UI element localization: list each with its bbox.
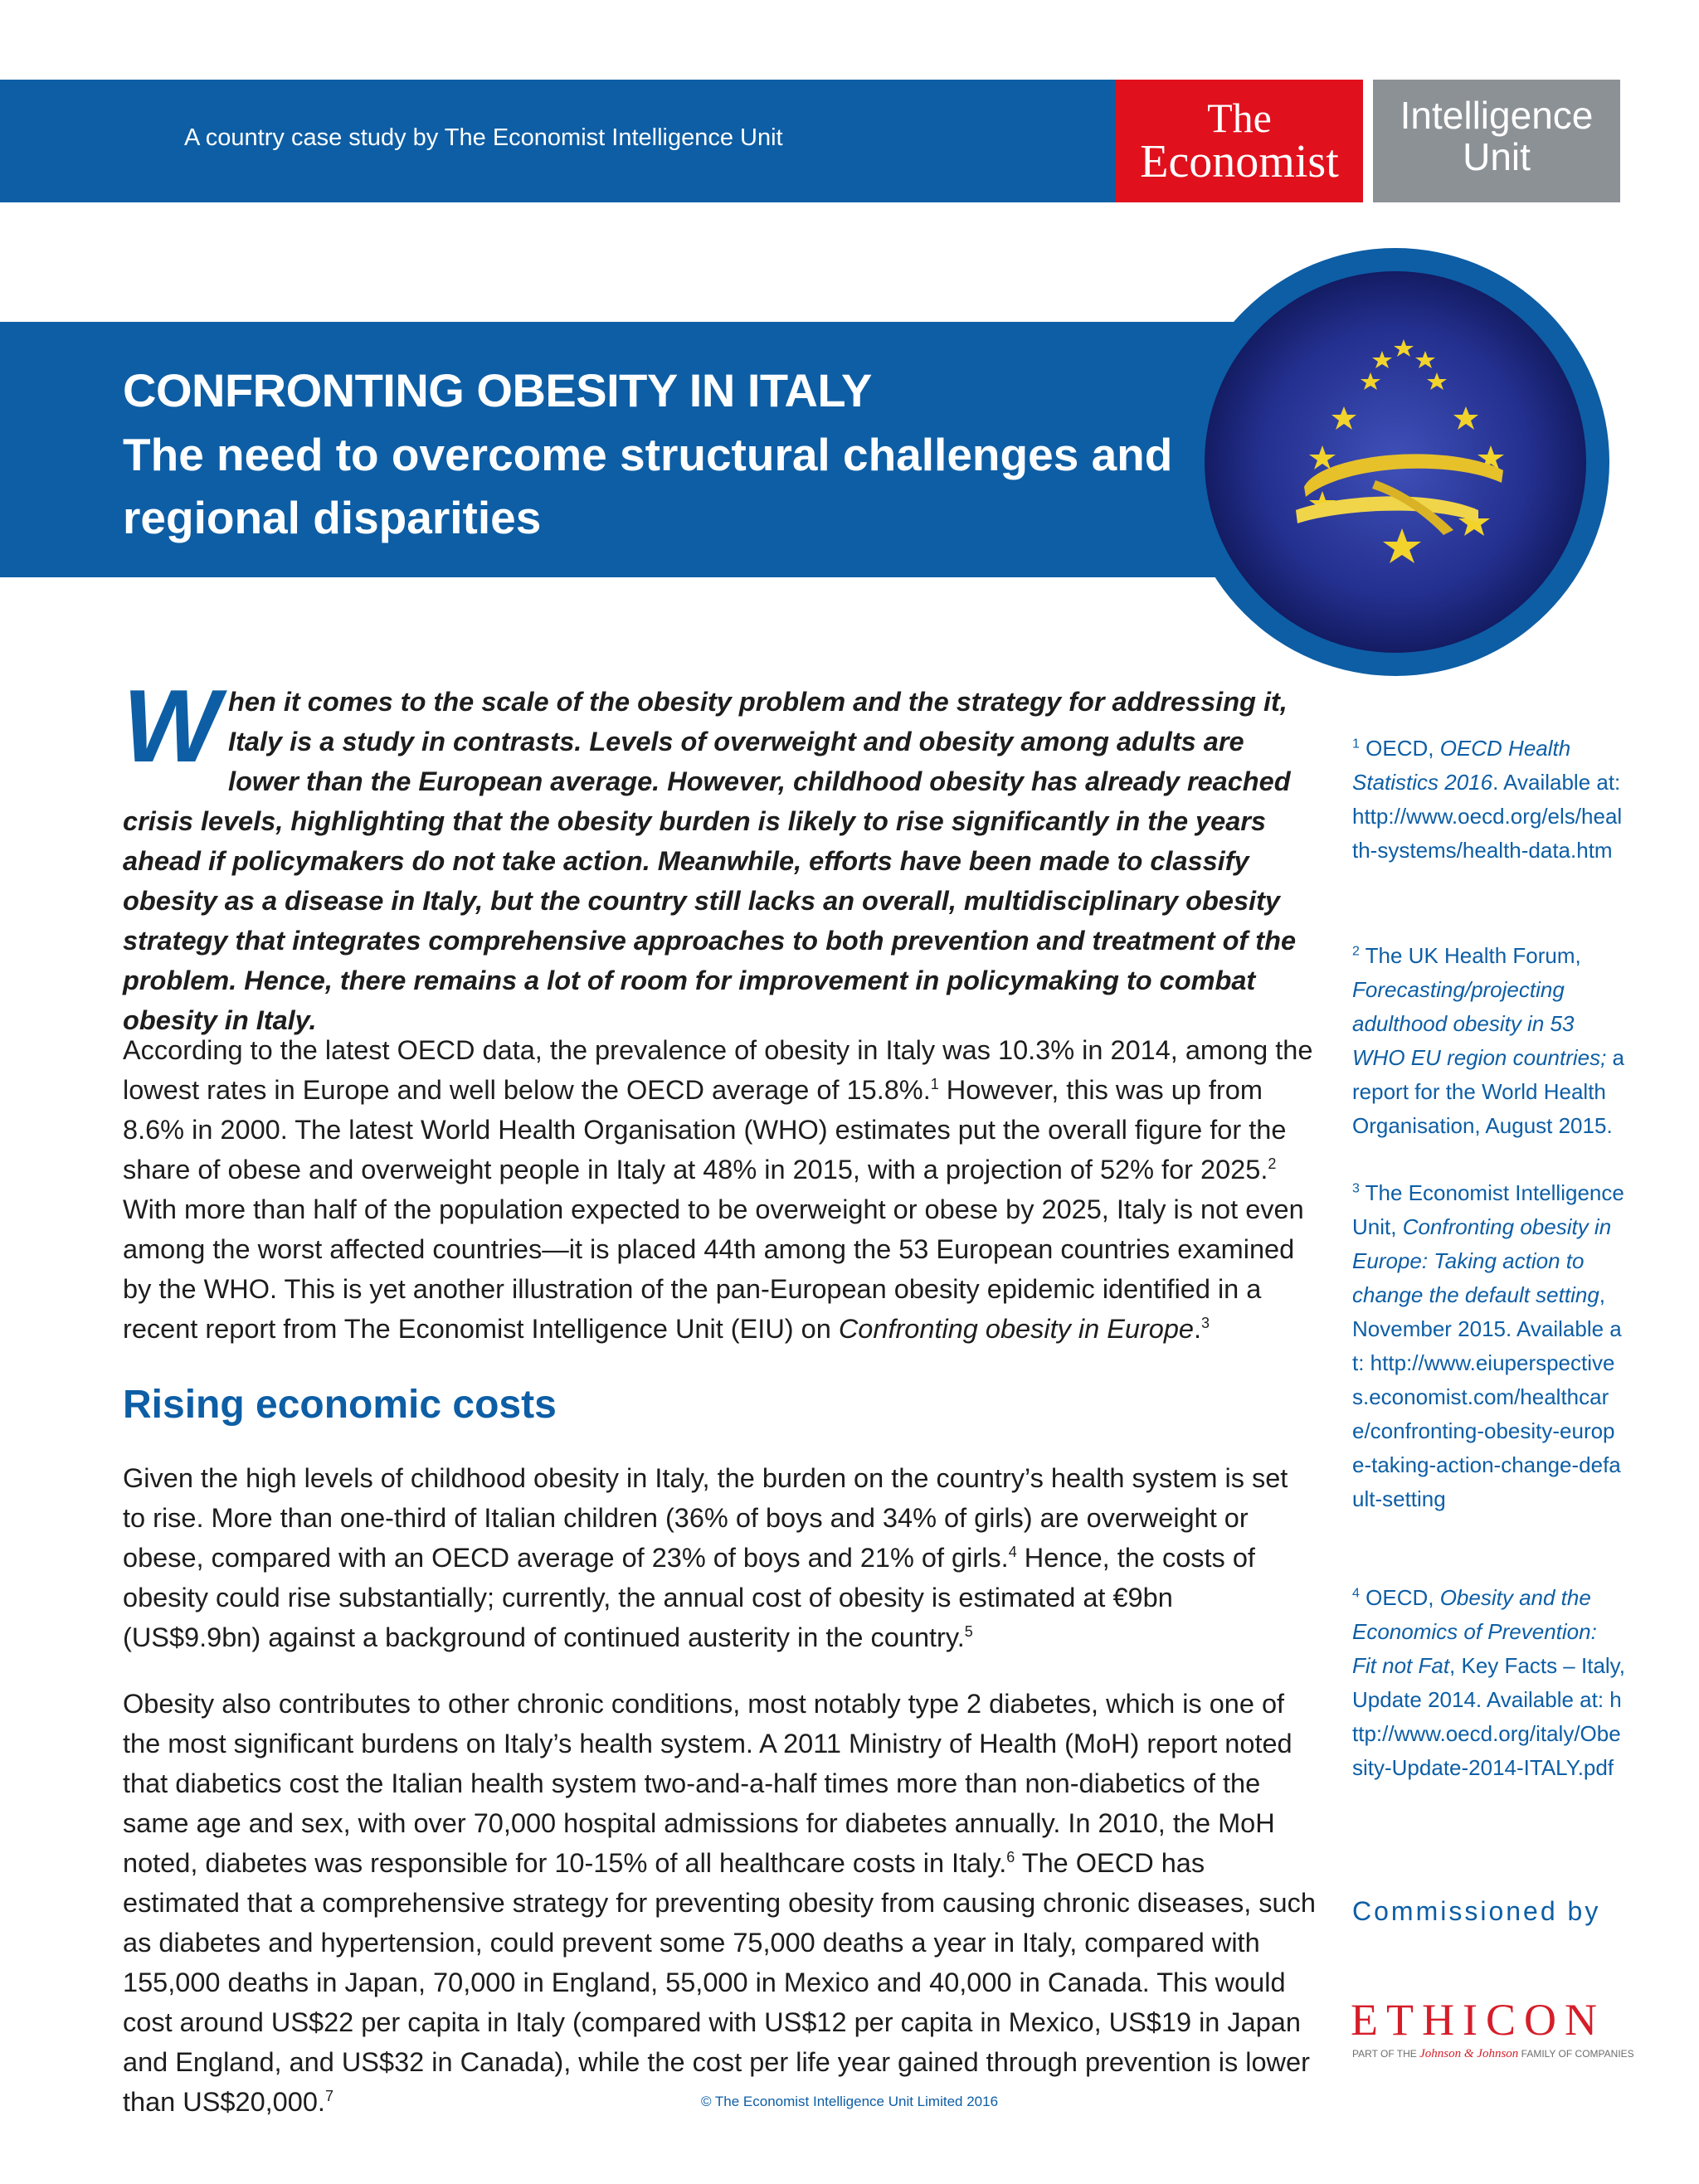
tagline-post: FAMILY OF COMPANIES [1518, 2048, 1634, 2060]
p1-report-title: Confronting obesity in Europe [838, 1314, 1195, 1344]
tagline-pre: PART OF THE [1352, 2048, 1420, 2060]
footnote-ref-2[interactable]: 2 [1268, 1155, 1277, 1173]
footnote-number: 1 [1352, 737, 1360, 752]
eu-stars-tape-measure-icon [1180, 246, 1611, 678]
footnote-link[interactable]: , November 2015. Available at: http://www.eiuperspectives.economist.com/healthcare/confronting-obesity-europe-taking-action-change-default-setting [1352, 1282, 1622, 1511]
footnote-ref-4[interactable]: 4 [1008, 1544, 1017, 1561]
section-heading: Rising economic costs [123, 1383, 557, 1427]
footnote-ref-5[interactable]: 5 [964, 1623, 973, 1641]
ethicon-tagline [1352, 2047, 1634, 2061]
footnote-text-post: a report for the World Health Organisation, August 2015. [1352, 1045, 1625, 1138]
footnote-1 [1352, 732, 1626, 868]
footnote-number: 3 [1352, 1181, 1360, 1196]
footnote-number: 4 [1352, 1586, 1360, 1601]
commissioned-by-label: Commissioned by [1352, 1896, 1601, 1926]
economist-logo-line2: Economist [1140, 136, 1339, 187]
footnote-text: The Economist Intelligence Unit, [1352, 1180, 1624, 1239]
p3-text-b: The OECD has estimated that a comprehensive strategy for preventing obesity from causing chronic diseases, such as diabetes and hypertension, could prevent some 75,000 deaths a year in Italy, compared with 155,000 deaths in Japan, 70,000 in England, 55,000 in Mexico and 40,000 in Canada. This would cost around US$22 per capita in Italy (compared with US$12 per capita in Mexico, US$19 in Japan and England, and US$32 in Canada), while the cost per life year gained through prevention is lower than US$20,000. [123, 1848, 1316, 2117]
p1-text-b: However, this was up from 8.6% in 2000. The latest World Health Organisation (WHO) estimates put the overall figure for the share of obese and overweight people in Italy at 48% in 2015, with a projection of 52% for 2025. [123, 1075, 1287, 1184]
footnote-source-title: Obesity and the Economics of Prevention: Fit not Fat [1352, 1585, 1597, 1678]
ethicon-logo[interactable]: ETHICON [1351, 1995, 1605, 2045]
p2-text-b: Hence, the costs of obesity could rise substantially; currently, the annual cost of obesity is estimated at €9bn (US$9.9bn) against a background of continued austerity in the country. [123, 1543, 1255, 1652]
footnote-ref-3[interactable]: 3 [1201, 1315, 1210, 1332]
footnote-link[interactable]: . Available at: http://www.oecd.org/els/health-systems/health-data.htm [1352, 770, 1623, 863]
footnote-ref-7[interactable]: 7 [324, 2088, 333, 2105]
footnote-source-title: Forecasting/projecting adulthood obesity in 53 WHO EU region countries; [1352, 977, 1607, 1070]
page-title: CONFRONTING OBESITY IN ITALY [123, 364, 872, 416]
copyright-footer: © The Economist Intelligence Unit Limited 2016 [700, 2094, 999, 2109]
eiu-logo[interactable] [1373, 80, 1620, 202]
p2-text-a: Given the high levels of childhood obesity in Italy, the burden on the country’s health system is set to rise. More than one-third of Italian children (36% of boys and 34% of girls) are overweight or obese, compared with an OECD average of 23% of boys and 21% of girls. [123, 1463, 1288, 1573]
footnote-text: OECD, [1359, 1585, 1440, 1610]
footnote-ref-1[interactable]: 1 [930, 1076, 939, 1093]
eiu-logo-line2: Unit [1463, 135, 1531, 178]
footnote-3 [1352, 1176, 1626, 1516]
footnote-text: OECD, [1359, 736, 1440, 761]
eiu-logo-line1: Intelligence [1400, 94, 1594, 137]
footnote-link[interactable]: , Key Facts – Italy, Update 2014. Available at: http://www.oecd.org/italy/Obesity-Update-2014-ITALY.pdf [1352, 1653, 1625, 1780]
footnote-number: 2 [1352, 944, 1360, 959]
lead-paragraph [123, 669, 1317, 1040]
p1-text-c: With more than half of the population expected to be overweight or obese by 2025, Italy is not even among the worst affected countries—it is placed 44th among the 53 European countries examined by the WHO. This is yet another illustration of the pan-European obesity epidemic identified in a recent report from The Economist Intelligence Unit (EIU) on [123, 1194, 1304, 1344]
p1-text-d: . [1194, 1314, 1202, 1344]
footnote-source-title: Confronting obesity in Europe: Taking action to change the default setting [1352, 1214, 1612, 1307]
p1-text-a: According to the latest OECD data, the prevalence of obesity in Italy was 10.3% in 2014, among the lowest rates in Europe and well below the OECD average of 15.8%. [123, 1035, 1313, 1105]
body-paragraph-3 [123, 1684, 1317, 2122]
lead-text: hen it comes to the scale of the obesity problem and the strategy for addressing it, Italy is a study in contrasts. Levels of overweight and obesity among adults are lower than the European average. However, childhood obesity has already reached crisis levels, highlighting that the obesity burden is likely to rise significantly in the years ahead if policymakers do not take action. Meanwhile, efforts have been made to classify obesity as a disease in Italy, but the country still lacks an overall, multidisciplinary obesity strategy that integrates comprehensive approaches to both prevention and treatment of the problem. Hence, there remains a lot of room for improvement in policymaking to combat obesity in Italy. [123, 687, 1297, 1035]
header-tagline: A country case study by The Economist Intelligence Unit [184, 124, 783, 151]
page-subtitle: The need to overcome structural challenges and regional disparities [123, 429, 1173, 543]
drop-cap: W [123, 669, 221, 784]
footnote-2 [1352, 939, 1626, 1143]
body-paragraph-2 [123, 1458, 1317, 1657]
economist-logo[interactable] [1116, 80, 1363, 202]
footnote-source-title: OECD Health Statistics 2016 [1352, 736, 1571, 795]
body-paragraph-1 [123, 1030, 1317, 1349]
footnote-text: The UK Health Forum, [1359, 943, 1581, 968]
jnj-wordmark: Johnson & Johnson [1419, 2047, 1519, 2060]
p3-text-a: Obesity also contributes to other chronic conditions, most notably type 2 diabetes, which is one of the most significant burdens on Italy’s health system. A 2011 Ministry of Health (MoH) report noted that diabetics cost the Italian health system two-and-a-half times more than non-diabetics of the same age and sex, with over 70,000 hospital admissions for diabetes annually. In 2010, the MoH noted, diabetes was responsible for 10-15% of all healthcare costs in Italy. [123, 1689, 1293, 1878]
footnote-ref-6[interactable]: 6 [1006, 1849, 1015, 1866]
economist-logo-line1: The [1207, 95, 1272, 141]
footnote-4 [1352, 1581, 1626, 1785]
